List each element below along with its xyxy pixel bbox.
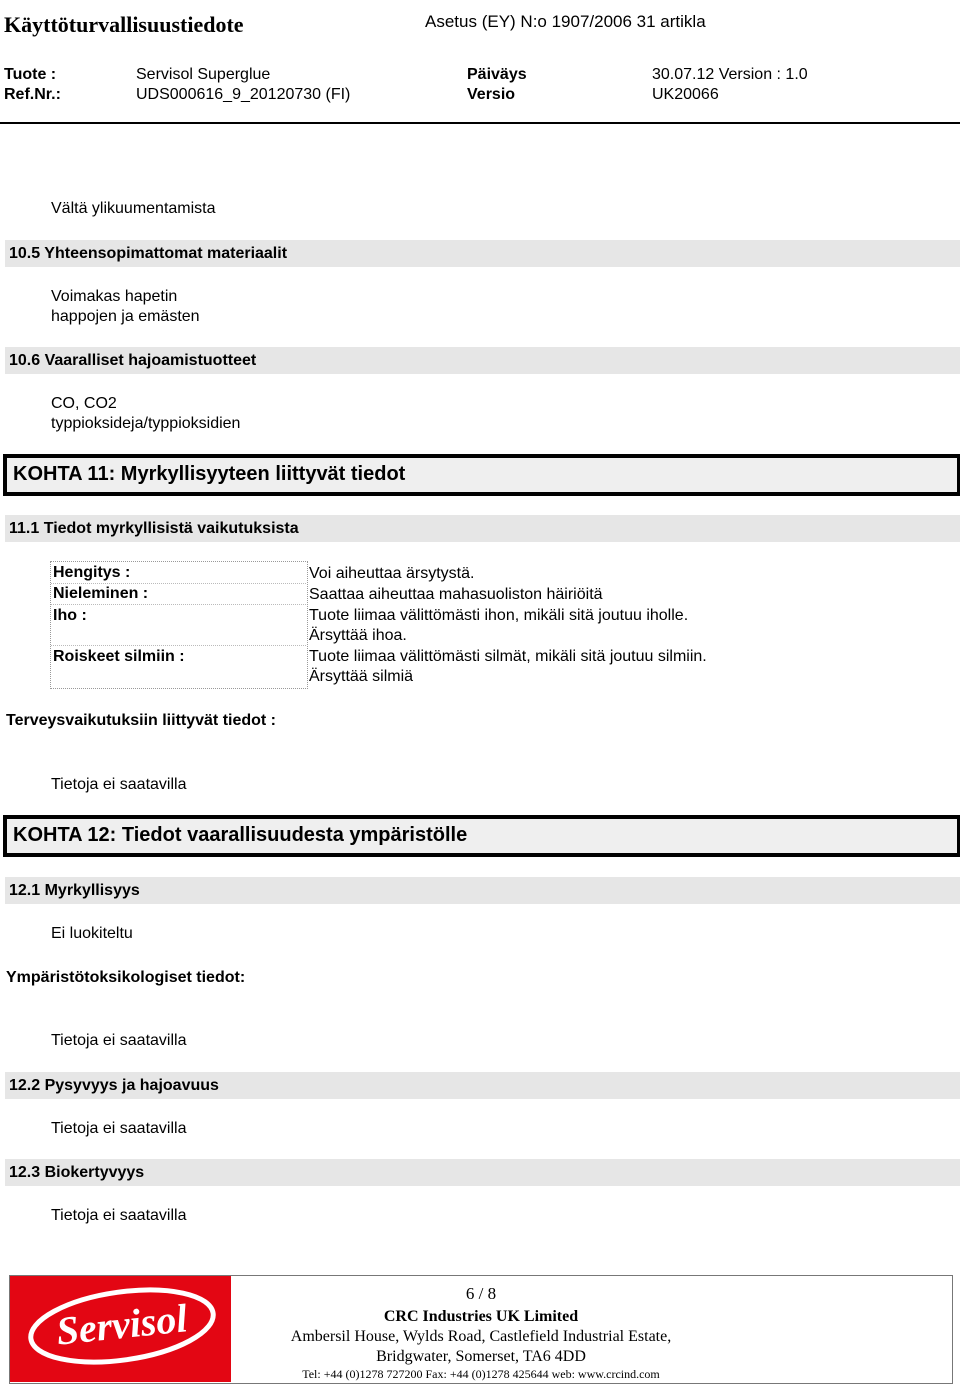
versio-label: Versio bbox=[467, 86, 516, 103]
ecotox-text: Tietoja ei saatavilla bbox=[51, 1032, 187, 1049]
servisol-logo bbox=[10, 1276, 231, 1382]
toxicity-classification: Ei luokiteltu bbox=[51, 925, 133, 942]
section-title: KOHTA 11: Myrkyllisyyteen liittyvät tiedot bbox=[13, 463, 406, 485]
subsection-11-1 bbox=[5, 515, 960, 542]
servisol-logo-icon bbox=[10, 1276, 231, 1382]
company-address-line1: Ambersil House, Wylds Road, Castlefield Industrial Estate, bbox=[290, 1328, 672, 1345]
subsection-12-3 bbox=[5, 1159, 960, 1186]
company-address-line2: Bridgwater, Somerset, TA6 4DD bbox=[376, 1348, 586, 1365]
regulation-text: Asetus (EY) N:o 1907/2006 31 artikla bbox=[425, 12, 706, 31]
ecotox-title: Ympäristötoksikologiset tiedot: bbox=[6, 969, 246, 986]
row-divider bbox=[51, 583, 306, 584]
tuote-label: Tuote : bbox=[4, 66, 57, 83]
effect-skin: Tuote liimaa välittömästi ihon, mikäli sitä joutuu iholle. bbox=[309, 607, 689, 624]
effect-eyes: Ärsyttää silmiä bbox=[309, 668, 414, 685]
subsection-10-5 bbox=[5, 240, 960, 267]
subsection-10-6 bbox=[5, 347, 960, 374]
subsection-title: 11.1 Tiedot myrkyllisistä vaikutuksista bbox=[9, 520, 299, 537]
effect-skin: Ärsyttää ihoa. bbox=[309, 627, 407, 644]
route-label-ingestion: Nieleminen : bbox=[53, 585, 149, 602]
versio-value: UK20066 bbox=[652, 86, 719, 103]
subsection-title: 10.5 Yhteensopimattomat materiaalit bbox=[9, 245, 288, 262]
effect-ingestion: Saattaa aiheuttaa mahasuoliston häiriöitä bbox=[309, 586, 603, 603]
effect-inhalation: Voi aiheuttaa ärsytystä. bbox=[309, 565, 475, 582]
subsection-title: 10.6 Vaaralliset hajoamistuotteet bbox=[9, 352, 257, 369]
route-label-eyes: Roiskeet silmiin : bbox=[53, 648, 185, 665]
avoid-text: Vältä ylikuumentamista bbox=[51, 200, 216, 217]
company-contact: Tel: +44 (0)1278 727200 Fax: +44 (0)1278 425644 web: www.crcind.com bbox=[302, 1367, 660, 1381]
subsection-title: 12.1 Myrkyllisyys bbox=[9, 882, 140, 899]
subsection-12-2 bbox=[5, 1072, 960, 1099]
incompatible-material: Voimakas hapetin bbox=[51, 288, 178, 305]
effect-eyes: Tuote liimaa välittömästi silmät, mikäli sitä joutuu silmiin. bbox=[309, 648, 707, 665]
section-12-heading bbox=[3, 815, 960, 857]
subsection-12-1 bbox=[5, 877, 960, 904]
decomposition-product: typpioksideja/typpioksidien bbox=[51, 415, 241, 432]
ref-value: UDS000616_9_20120730 (FI) bbox=[136, 86, 351, 103]
logo-text: Servisol bbox=[54, 1295, 190, 1354]
route-label-inhalation: Hengitys : bbox=[53, 564, 131, 581]
paivays-label: Päiväys bbox=[467, 66, 527, 83]
health-effects-title: Terveysvaikutuksiin liittyvät tiedot : bbox=[6, 712, 277, 729]
ref-label: Ref.Nr.: bbox=[4, 86, 61, 103]
decomposition-product: CO, CO2 bbox=[51, 395, 117, 412]
tuote-value: Servisol Superglue bbox=[136, 66, 271, 83]
subsection-title: 12.2 Pysyvyys ja hajoavuus bbox=[9, 1077, 219, 1094]
header-divider bbox=[0, 122, 960, 124]
company-name: CRC Industries UK Limited bbox=[383, 1308, 579, 1325]
row-divider bbox=[51, 604, 306, 605]
page-number: 6 / 8 bbox=[465, 1284, 497, 1303]
paivays-value: 30.07.12 Version : 1.0 bbox=[652, 66, 808, 83]
section-title: KOHTA 12: Tiedot vaarallisuudesta ympäristölle bbox=[13, 824, 468, 846]
persistence-text: Tietoja ei saatavilla bbox=[51, 1120, 187, 1137]
row-divider bbox=[51, 645, 306, 646]
route-label-skin: Iho : bbox=[53, 607, 87, 624]
incompatible-material: happojen ja emästen bbox=[51, 308, 200, 325]
bioaccumulation-text: Tietoja ei saatavilla bbox=[51, 1207, 187, 1224]
health-effects-text: Tietoja ei saatavilla bbox=[51, 776, 187, 793]
document-title: Käyttöturvallisuustiedote bbox=[4, 12, 244, 37]
section-11-heading bbox=[3, 454, 960, 496]
page-footer bbox=[9, 1275, 953, 1384]
subsection-title: 12.3 Biokertyvyys bbox=[9, 1164, 145, 1181]
